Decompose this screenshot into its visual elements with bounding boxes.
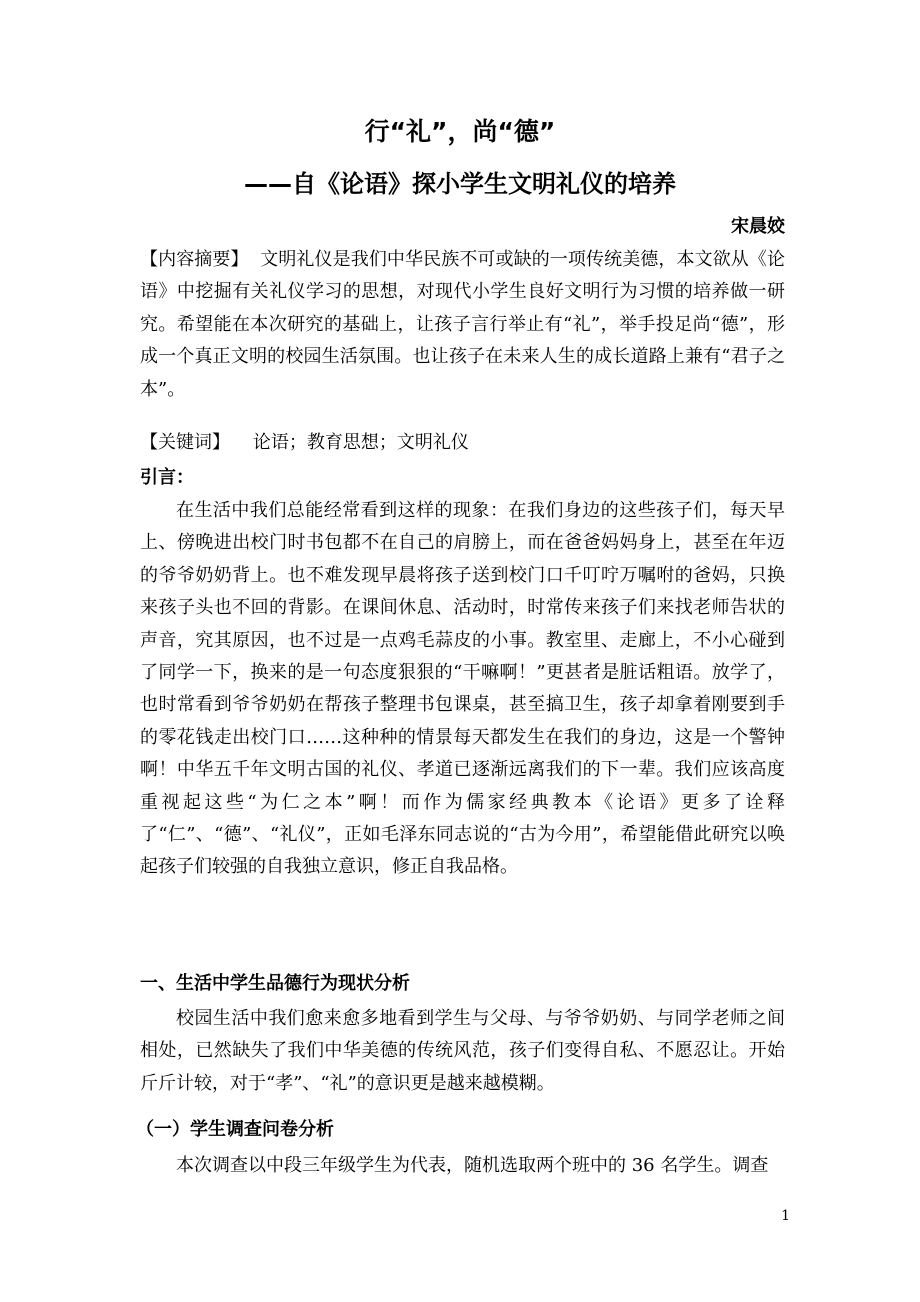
document-title: 行“礼”，尚“德”	[364, 117, 556, 146]
document-subtitle: ——自《论语》探小学生文明礼仪的培养	[244, 170, 676, 198]
abstract-text: 文明礼仪是我们中华民族不可或缺的一项传统美德，本文欲从《论语》中挖掘有关礼仪学习的思想，对现代小学生良好文明行为习惯的培养做一研究。希望能在本次研究的基础上，让孩子言行举止有“礼”，举手投足尚“德”，形成一个真正文明的校园生活氛围。也让孩子在未来人生的成长道路上兼有“君子之本”。	[140, 249, 785, 400]
page-number: 1	[781, 1208, 790, 1224]
subsection-paragraph: 本次调查以中段三年级学生为代表，随机选取两个班中的 36 名学生。调查	[176, 1155, 769, 1176]
intro-paragraph: 在生活中我们总能经常看到这样的现象：在我们身边的这些孩子们，每天早上、傍晚进出校门时书包都不在自己的肩膀上，而在爸爸妈妈身上，甚至在年迈的爷爷奶奶背上。也不难发现早晨将孩子送到校门口千叮咛万嘱咐的爸妈，只换来孩子头也不回的背影。在课间休息、活动时，时常传来孩子们来找老师告状的声音，究其原因，也不过是一点鸡毛蒜皮的小事。教室里、走廊上，不小心碰到了同学一下，换来的是一句态度狠狠的“干嘛啊！”更甚者是脏话粗语。放学了，也时常看到爷爷奶奶在帮孩子整理书包课桌，甚至搞卫生，孩子却拿着刚要到手的零花钱走出校门口……这种种的情景每天都发生在我们的身边，这是一个警钟啊！中华五千年文明古国的礼仪、孝道已逐渐远离我们的下一辈。我们应该高度重视起这些“为仁之本”啊！而作为儒家经典教本《论语》更多了诠释了“仁”、“德”、“礼仪”，正如毛泽东同志说的“古为今用”，希望能借此研究以唤起孩子们较强的自我独立意识，修正自我品格。	[140, 500, 785, 878]
intro-heading: 引言：	[140, 467, 194, 488]
keywords-label: 【关键词】	[140, 432, 230, 453]
abstract-label: 【内容摘要】	[140, 249, 249, 270]
keywords-line	[140, 427, 785, 459]
section-heading: 一、生活中学生品德行为现状分析	[140, 973, 410, 994]
subsection-heading: （一）学生调查问卷分析	[136, 1119, 334, 1140]
section-paragraph: 校园生活中我们愈来愈多地看到学生与父母、与爷爷奶奶、与同学老师之间相处，已然缺失了我们中华美德的传统风范，孩子们变得自私、不愿忍让。开始斤斤计较，对于“孝”、“礼”的意识更是越来越模糊。	[140, 1008, 785, 1094]
author-name: 宋晨姣	[731, 216, 785, 237]
abstract-paragraph	[140, 244, 785, 406]
keywords-text: 论语；教育思想；文明礼仪	[252, 432, 469, 453]
